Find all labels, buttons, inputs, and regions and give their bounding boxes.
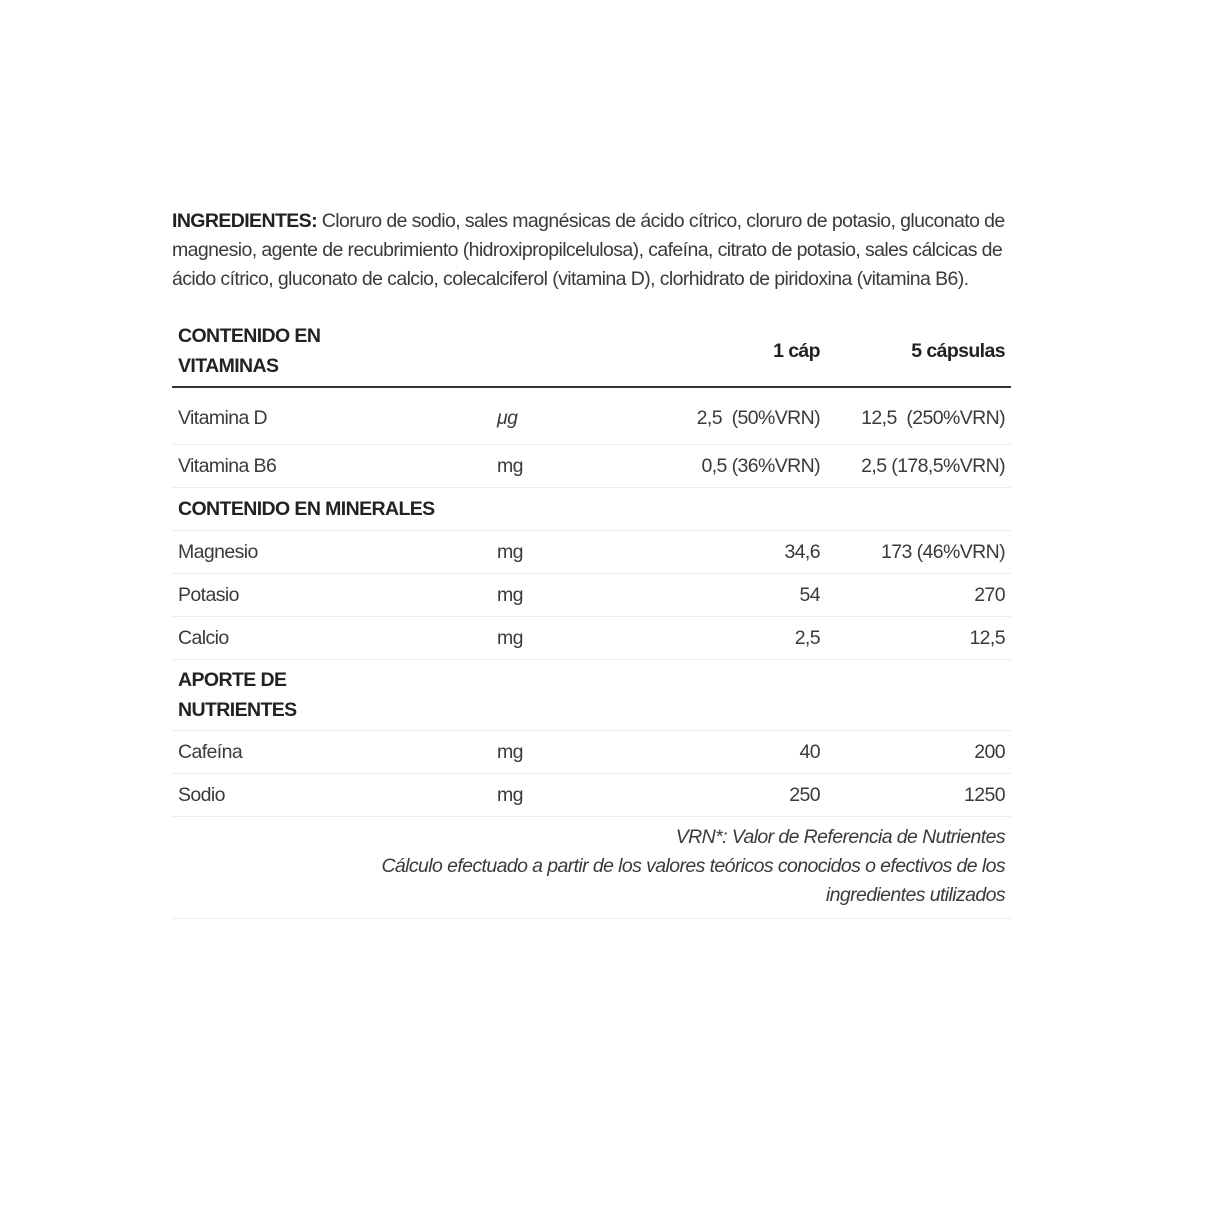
row-name: Calcio	[172, 617, 482, 660]
row-one-capsule: 2,5 (50%VRN)	[594, 387, 826, 445]
section-title: APORTE DE NUTRIENTES	[172, 660, 1011, 731]
row-unit: mg	[482, 774, 594, 817]
row-name: Magnesio	[172, 531, 482, 574]
row-one-capsule: 2,5	[594, 617, 826, 660]
table-header-row	[172, 316, 1011, 387]
section-nutrients	[172, 660, 1011, 731]
header-five-capsules: 5 cápsulas	[826, 316, 1011, 387]
table-row-vitamin-b6	[172, 445, 1011, 488]
row-five-capsules: 12,5 (250%VRN)	[826, 387, 1011, 445]
row-name: Sodio	[172, 774, 482, 817]
footnote-calculation: Cálculo efectuado a partir de los valores teóricos conocidos o efectivos de los	[381, 855, 1005, 877]
row-one-capsule: 250	[594, 774, 826, 817]
section-title: CONTENIDO EN MINERALES	[172, 488, 1011, 531]
row-unit: μg	[482, 387, 594, 445]
row-one-capsule: 34,6	[594, 531, 826, 574]
row-name: Vitamina D	[172, 387, 482, 445]
row-unit: mg	[482, 574, 594, 617]
row-unit: mg	[482, 617, 594, 660]
header-unit	[482, 316, 594, 387]
row-five-capsules: 2,5 (178,5%VRN)	[826, 445, 1011, 488]
row-unit: mg	[482, 731, 594, 774]
footnote-cell	[172, 817, 1011, 919]
row-five-capsules: 12,5	[826, 617, 1011, 660]
row-name: Vitamina B6	[172, 445, 482, 488]
row-five-capsules: 1250	[826, 774, 1011, 817]
row-one-capsule: 40	[594, 731, 826, 774]
table-row-calcio	[172, 617, 1011, 660]
ingredients-text: Cloruro de sodio, sales magnésicas de ácido cítrico, cloruro de potasio, gluconato de magnesio, agente de recubrimiento (hidroxipropilcelulosa), cafeína, citrato de potasio, sales cálcicas de ácido cítrico, gluconato de calcio, colecalciferol (vitamina D), clorhidrato de piridoxina (vitamina B6).	[172, 210, 1005, 290]
header-one-capsule: 1 cáp	[594, 316, 826, 387]
footnote-calculation-cont: ingredientes utilizados	[825, 884, 1005, 906]
table-row-sodio	[172, 774, 1011, 817]
footnote-vrn: VRN*: Valor de Referencia de Nutrientes	[675, 826, 1005, 848]
row-unit: mg	[482, 445, 594, 488]
row-name: Cafeína	[172, 731, 482, 774]
ingredients-label: INGREDIENTES:	[172, 210, 317, 232]
table-row-magnesio	[172, 531, 1011, 574]
nutrition-table	[172, 316, 1011, 919]
row-five-capsules: 270	[826, 574, 1011, 617]
table-row-cafeina	[172, 731, 1011, 774]
table-footnotes	[172, 817, 1011, 919]
section-minerals	[172, 488, 1011, 531]
row-unit: mg	[482, 531, 594, 574]
table-row-potasio	[172, 574, 1011, 617]
row-one-capsule: 0,5 (36%VRN)	[594, 445, 826, 488]
row-five-capsules: 173 (46%VRN)	[826, 531, 1011, 574]
row-one-capsule: 54	[594, 574, 826, 617]
row-name: Potasio	[172, 574, 482, 617]
row-five-capsules: 200	[826, 731, 1011, 774]
ingredients-paragraph	[172, 207, 1012, 294]
product-info	[172, 207, 1012, 919]
header-vitamins: CONTENIDO EN VITAMINAS	[172, 316, 482, 387]
table-row-vitamin-d	[172, 387, 1011, 445]
